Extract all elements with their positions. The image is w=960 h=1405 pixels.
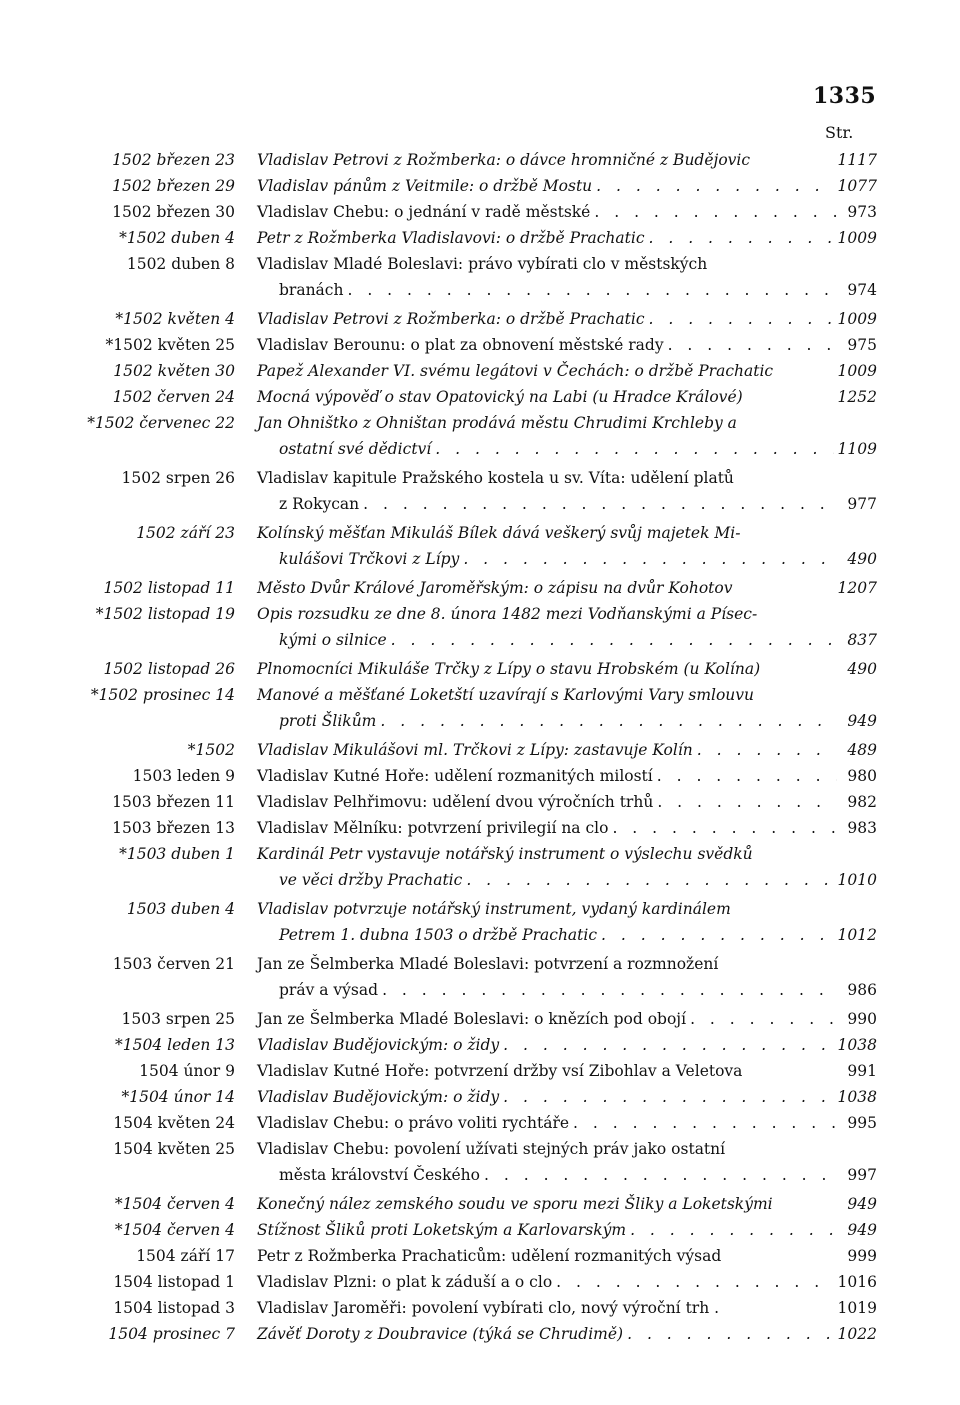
entry-page-number: 489 [847,741,877,759]
index-row [0,1295,960,1321]
entry-continuation-line [257,867,877,893]
index-table [0,147,960,1347]
dot-leader [363,491,837,517]
entry-page-number: 991 [847,1062,877,1080]
entry-description [257,1321,877,1347]
index-row [0,575,960,601]
entry-date: 1504 květen 25 [113,1140,235,1158]
dot-leader [657,789,837,815]
entry-line [257,575,877,601]
index-row [0,358,960,384]
entry-page-number: 977 [847,495,877,513]
entry-description [257,575,877,601]
entry-description [257,147,877,173]
entry-description [257,656,877,682]
entry-line [257,384,877,410]
entry-description [257,332,877,358]
entry-line [257,1032,877,1058]
entry-description [257,682,877,734]
entry-date: 1504 květen 24 [113,1114,235,1132]
entry-text: Konečný nález zemského soudu ve sporu mezi Šliky a Loketskými [257,1195,773,1213]
entry-description [257,601,877,653]
entry-date: 1502 září 23 [136,524,235,542]
entry-text: Vladislav Mikulášovi ml. Trčkovi z Lípy: zastavuje Kolín [257,741,693,759]
entry-date: 1503 červen 21 [112,955,235,973]
entry-date: 1504 prosinec 7 [108,1325,235,1343]
entry-line [257,1191,877,1217]
entry-line [257,682,877,708]
entry-line [257,1058,877,1084]
entry-date: 1502 květen 30 [113,362,235,380]
entry-text: Vladislav Pelhřimovu: udělení dvou výročních trhů [257,793,654,811]
entry-date: 1502 březen 30 [112,203,235,221]
entry-date: *1502 [187,741,235,759]
dot-leader [463,546,837,572]
entry-text: Vladislav kapitule Pražského kostela u sv. Víta: udělení platů [257,469,734,487]
entry-text: Plnomocníci Mikuláše Trčky z Lípy o stavu Hrobském (u Kolína) [257,660,761,678]
index-row [0,1006,960,1032]
entry-line [257,1269,877,1295]
entry-description [257,951,877,1003]
page-number: 1335 [813,83,877,109]
index-row [0,656,960,682]
entry-date: 1504 únor 9 [139,1062,235,1080]
entry-description [257,1110,877,1136]
entry-date: 1503 březen 13 [112,819,235,837]
entry-page-number: 982 [847,793,877,811]
entry-line [257,1217,877,1243]
entry-text: proti Šlikům [279,712,377,730]
entry-page-number: 949 [847,1221,877,1239]
entry-page-number: 1009 [837,229,877,247]
entry-page-number: 837 [847,631,877,649]
entry-text: branách [279,281,344,299]
entry-page-number: 1077 [837,177,877,195]
entry-date: 1502 listopad 11 [103,579,235,597]
entry-line [257,951,877,977]
entry-line [257,789,877,815]
entry-text: Jan ze Šelmberka Mladé Boleslavi: o knězích pod obojí [257,1010,687,1028]
entry-page-number: 1252 [837,388,877,406]
dot-leader [503,1084,833,1110]
dot-leader [556,1269,833,1295]
entry-date: 1502 duben 8 [126,255,235,273]
index-row [0,384,960,410]
index-row [0,896,960,948]
index-row [0,601,960,653]
entry-page-number: 995 [847,1114,877,1132]
entry-continuation-line [257,1162,877,1188]
entry-date: 1504 listopad 1 [113,1273,235,1291]
dot-leader [382,977,837,1003]
entry-page-number: 490 [847,550,877,568]
entry-page-number: 490 [847,660,877,678]
entry-text: Vladislav Chebu: povolení užívati stejných práv jako ostatní [257,1140,726,1158]
entry-line [257,896,877,922]
entry-date: *1504 červen 4 [114,1195,235,1213]
entry-text: města království Českého [279,1166,481,1184]
entry-text: Vladislav Chebu: o právo voliti rychtáře [257,1114,570,1132]
entry-date: 1503 srpen 25 [121,1010,235,1028]
entry-text: Vladislav Petrovi z Rožmberka: o dávce hromničné z Budějovic [257,151,751,169]
entry-description [257,1006,877,1032]
entry-text: Vladislav Mladé Boleslavi: právo vybírati clo v městských [257,255,708,273]
index-row [0,306,960,332]
entry-line [257,841,877,867]
dot-leader [649,306,834,332]
entry-date: *1502 prosinec 14 [90,686,235,704]
entry-text: Vladislav Petrovi z Rožmberka: o držbě Prachatic [257,310,645,328]
dot-leader [484,1162,837,1188]
entry-text: práv a výsad [279,981,379,999]
entry-line [257,147,877,173]
entry-description [257,763,877,789]
entry-text: Kardinál Petr vystavuje notářský instrument o výslechu svědků [257,845,753,863]
entry-description [257,1269,877,1295]
entry-continuation-line [257,546,877,572]
entry-page-number: 1038 [837,1036,877,1054]
index-row [0,737,960,763]
entry-line [257,656,877,682]
entry-continuation-line [257,922,877,948]
entry-line [257,410,877,436]
index-row [0,410,960,462]
index-row [0,251,960,303]
page-column-header: Str. [825,123,854,142]
entry-continuation-line [257,627,877,653]
entry-date: 1504 listopad 3 [113,1299,235,1317]
entry-text: kými o silnice [279,631,387,649]
index-row [0,173,960,199]
index-row [0,1136,960,1188]
index-row [0,841,960,893]
index-row [0,1058,960,1084]
entry-description [257,737,877,763]
entry-date: *1504 červen 4 [114,1221,235,1239]
index-row [0,147,960,173]
dot-leader [466,867,833,893]
index-row [0,763,960,789]
index-row [0,789,960,815]
entry-page-number: 1009 [837,310,877,328]
entry-date: *1502 listopad 19 [95,605,235,623]
entry-text: ve věci držby Prachatic [279,871,463,889]
entry-description [257,815,877,841]
entry-description [257,1295,877,1321]
entry-text: Papež Alexander VI. svému legátovi v Čechách: o držbě Prachatic [257,362,774,380]
entry-date: 1502 srpen 26 [121,469,235,487]
dot-leader [596,173,833,199]
entry-text: ostatní své dědictví [279,440,432,458]
index-row [0,225,960,251]
entry-description [257,1032,877,1058]
index-row [0,1191,960,1217]
entry-line [257,815,877,841]
entry-description [257,173,877,199]
entry-description [257,520,877,572]
entry-text: Mocná výpověď o stav Opatovický na Labi (u Hradce Králové) [257,388,743,406]
entry-page-number: 1009 [837,362,877,380]
entry-text: Jan Ohništko z Ohništan prodává městu Chrudimi Krchleby a [257,414,737,432]
entry-page-number: 975 [847,336,877,354]
index-row [0,682,960,734]
entry-page-number: 1022 [837,1325,877,1343]
entry-page-number: 949 [847,712,877,730]
entry-line [257,1321,877,1347]
entry-description [257,1084,877,1110]
entry-description [257,1243,877,1269]
entry-page-number: 949 [847,1195,877,1213]
entry-description [257,465,877,517]
entry-page-number: 990 [847,1010,877,1028]
entry-page-number: 980 [847,767,877,785]
dot-leader [601,922,834,948]
entry-line [257,465,877,491]
entry-date: *1502 květen 4 [115,310,235,328]
entry-line [257,199,877,225]
entry-page-number: 1117 [837,151,877,169]
entry-page-number: 1016 [837,1273,877,1291]
index-row [0,1217,960,1243]
entry-page-number: 1012 [837,926,877,944]
dot-leader [435,436,833,462]
entry-page-number: 974 [847,281,877,299]
entry-line [257,601,877,627]
dot-leader [380,708,837,734]
entry-line [257,1006,877,1032]
entry-continuation-line [257,977,877,1003]
entry-line [257,358,877,384]
entry-text: kulášovi Trčkovi z Lípy [279,550,460,568]
entry-date: 1502 březen 23 [112,151,235,169]
index-row [0,332,960,358]
entry-text: Vladislav Jaroměři: povolení vybírati clo, nový výroční trh . [257,1299,720,1317]
index-row [0,951,960,1003]
entry-line [257,763,877,789]
entry-date: 1503 březen 11 [112,793,235,811]
entry-page-number: 983 [847,819,877,837]
dot-leader [347,277,837,303]
entry-date: *1504 leden 13 [115,1036,235,1054]
entry-page-number: 997 [847,1166,877,1184]
entry-date: 1502 červen 24 [112,388,235,406]
entry-line [257,737,877,763]
entry-text: Petrem 1. dubna 1503 o držbě Prachatic [279,926,598,944]
entry-line [257,1295,877,1321]
entry-text: Petr z Rožmberka Prachaticům: udělení rozmanitých výsad [257,1247,722,1265]
entry-page-number: 1207 [837,579,877,597]
index-row [0,1110,960,1136]
entry-page-number: 999 [847,1247,877,1265]
index-row [0,1084,960,1110]
entry-date: 1502 listopad 26 [103,660,235,678]
entry-page-number: 1019 [837,1299,877,1317]
entry-text: Stížnost Šliků proti Loketským a Karlovarským [257,1221,627,1239]
entry-text: Vladislav Budějovickým: o židy [257,1036,500,1054]
dot-leader [573,1110,837,1136]
dot-leader [697,737,837,763]
entry-description [257,1058,877,1084]
entry-line [257,251,877,277]
dot-leader [594,199,837,225]
entry-description [257,1136,877,1188]
dot-leader [668,332,837,358]
entry-text: Vladislav Plzni: o plat k záduší a o clo [257,1273,553,1291]
entry-date: *1502 duben 4 [119,229,235,247]
entry-line [257,306,877,332]
entry-text: Vladislav potvrzuje notářský instrument, vydaný kardinálem [257,900,731,918]
index-row [0,520,960,572]
entry-description [257,251,877,303]
entry-text: Vladislav Kutné Hoře: udělení rozmanitých milostí [257,767,653,785]
index-row [0,815,960,841]
entry-page-number: 1038 [837,1088,877,1106]
dot-leader [612,815,837,841]
index-row [0,465,960,517]
entry-text: z Rokycan [279,495,360,513]
entry-text: Vladislav pánům z Veitmile: o držbě Mostu [257,177,593,195]
entry-page-number: 1010 [837,871,877,889]
entry-text: Vladislav Chebu: o jednání v radě městské [257,203,591,221]
entry-description [257,306,877,332]
entry-line [257,173,877,199]
entry-text: Petr z Rožmberka Vladislavovi: o držbě Prachatic [257,229,645,247]
entry-description [257,199,877,225]
entry-description [257,225,877,251]
entry-description [257,358,877,384]
entry-text: Kolínský měšťan Mikuláš Bílek dává veškerý svůj majetek Mi- [257,524,741,542]
entry-text: Vladislav Mělníku: potvrzení privilegií na clo [257,819,609,837]
entry-date: *1504 únor 14 [121,1088,235,1106]
dot-leader [690,1006,837,1032]
entry-line [257,225,877,251]
dot-leader [503,1032,833,1058]
entry-text: Jan ze Šelmberka Mladé Boleslavi: potvrzení a rozmnožení [257,955,719,973]
entry-date: 1503 leden 9 [132,767,235,785]
entry-line [257,1110,877,1136]
entry-description [257,410,877,462]
index-row [0,1243,960,1269]
dot-leader [630,1217,837,1243]
entry-date: 1502 březen 29 [112,177,235,195]
entry-date: *1502 červenec 22 [87,414,235,432]
entry-line [257,1243,877,1269]
entry-text: Vladislav Budějovickým: o židy [257,1088,500,1106]
entry-text: Manové a měšťané Loketští uzavírají s Karlovými Vary smlouvu [257,686,755,704]
entry-description [257,896,877,948]
index-row [0,1032,960,1058]
entry-page-number: 973 [847,203,877,221]
entry-text: Opis rozsudku ze dne 8. února 1482 mezi Vodňanskými a Písec- [257,605,758,623]
entry-date: 1503 duben 4 [126,900,235,918]
entry-description [257,841,877,893]
entry-continuation-line [257,491,877,517]
dot-leader [657,763,837,789]
dot-leader [627,1321,833,1347]
entry-continuation-line [257,708,877,734]
entry-description [257,1191,877,1217]
entry-text: Závěť Doroty z Doubravice (týká se Chrudimě) [257,1325,624,1343]
entry-line [257,1136,877,1162]
entry-text: Vladislav Berounu: o plat za obnovení městské rady [257,336,664,354]
entry-page-number: 986 [847,981,877,999]
entry-page-number: 1109 [837,440,877,458]
entry-description [257,789,877,815]
index-row [0,1269,960,1295]
entry-description [257,1217,877,1243]
entry-line [257,332,877,358]
entry-continuation-line [257,277,877,303]
index-row [0,199,960,225]
entry-line [257,520,877,546]
entry-date: *1502 květen 25 [105,336,235,354]
index-row [0,1321,960,1347]
entry-date: *1503 duben 1 [119,845,235,863]
dot-leader [391,627,837,653]
entry-line [257,1084,877,1110]
entry-continuation-line [257,436,877,462]
entry-date: 1504 září 17 [136,1247,235,1265]
entry-description [257,384,877,410]
entry-text: Město Dvůr Králové Jaroměřským: o zápisu na dvůr Kohotov [257,579,733,597]
entry-text: Vladislav Kutné Hoře: potvrzení držby vsí Zibohlav a Veletova [257,1062,743,1080]
dot-leader [649,225,834,251]
